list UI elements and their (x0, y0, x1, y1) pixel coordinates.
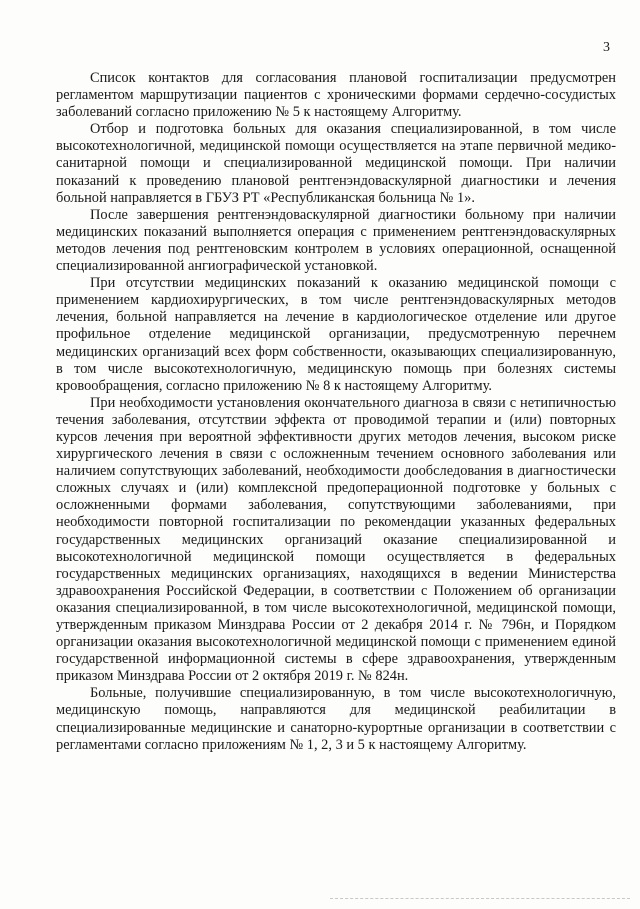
paragraph-patient-selection: Отбор и подготовка больных для оказания специализированной, в том числе высокотехнологичной, медицинской помощи осуществляется на этапе первичной медико-санитарной помощи и специализированной медицинской помощи. При наличии показаний к проведению плановой рентгенэндоваскулярной диагностики и лечения больной направляется в ГБУЗ РТ «Республиканская больница № 1». (56, 121, 616, 206)
paragraph-post-diagnostics: После завершения рентгенэндоваскулярной диагностики больному при наличии медицинских показаний выполняется операция с применением рентгенэндоваскулярных методов лечения под рентгеновским контролем в условиях операционной, оснащенной специализированной ангиографической установкой. (56, 206, 616, 275)
paragraph-contacts-list: Список контактов для согласования плановой госпитализации предусмотрен регламентом маршрутизации пациентов с хроническими формами сердечно-сосудистых заболеваний согласно приложению № 5 к настоящему Алгоритму. (56, 70, 616, 121)
footer-divider (330, 898, 630, 899)
paragraph-no-indications: При отсутствии медицинских показаний к оказанию медицинской помощи с применением кардиохирургических, в том числе рентгенэндоваскулярных методов лечения, больной направляется на лечение в кардиологическое отделение или другое профильное отделение медицинской организации, предусмотренную перечнем медицинских организаций всех форм собственности, оказывающих специализированную, в том числе высокотехнологичную, медицинскую помощь при болезнях системы кровообращения, согласно приложению № 8 к настоящему Алгоритму. (56, 275, 616, 394)
document-body (56, 70, 616, 754)
paragraph-federal-referral: При необходимости установления окончательного диагноза в связи с нетипичностью течения заболевания, отсутствии эффекта от проводимой терапии и (или) повторных курсов лечения при вероятной эффективности других методов лечения, высоком риске хирургического лечения в связи с осложненным течением основного заболевания или наличием сопутствующих заболеваний, необходимости дообследования в диагностически сложных случаях и (или) комплексной предоперационной подготовке у больных с осложненными формами заболевания, сопутствующими заболеваниями, при необходимости повторной госпитализации по рекомендации указанных федеральных государственных медицинских организаций оказание специализированной и высокотехнологичной медицинской помощи осуществляется в федеральных государственных медицинских организациях, находящихся в ведении Министерства здравоохранения Российской Федерации, в соответствии с Положением об организации оказания специализированной, в том числе высокотехнологичной, медицинской помощи, утвержденным приказом Минздрава России от 2 декабря 2014 г. № 796н, и Порядком организации оказания высокотехнологичной медицинской помощи с применением единой государственной информационной системы в сфере здравоохранения, утвержденным приказом Минздрава России от 2 октября 2019 г. № 824н. (56, 394, 616, 685)
page-number: 3 (603, 40, 610, 55)
paragraph-rehabilitation: Больные, получившие специализированную, в том числе высокотехнологичную, медицинскую помощь, направляются для медицинской реабилитации в специализированные медицинские и санаторно-курортные организации в соответствии с регламентами согласно приложениям № 1, 2, 3 и 5 к настоящему Алгоритму. (56, 685, 616, 753)
